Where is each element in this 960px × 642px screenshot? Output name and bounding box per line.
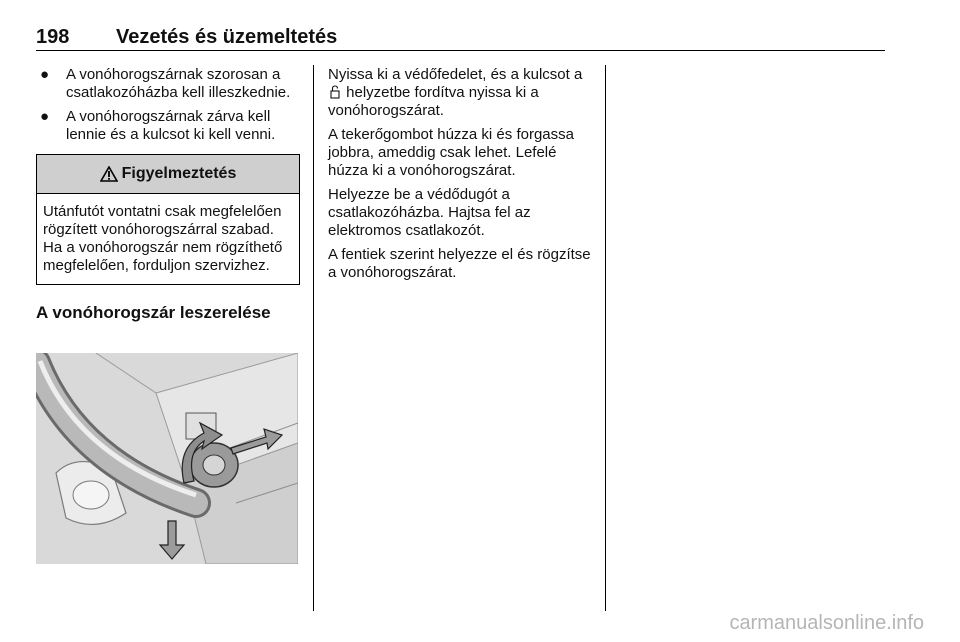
bullet-icon: ●	[40, 108, 50, 125]
list-item	[36, 108, 300, 144]
illustration-drawing	[36, 353, 298, 564]
instruction-paragraph-4: A fentiek szerint helyezze el és rögzítse a vonóhorogszárat.	[328, 246, 591, 281]
bullet-icon: ●	[40, 66, 50, 83]
paragraph-text: helyzetbe fordítva nyissa ki a vonóhorogszárat.	[328, 84, 539, 119]
instruction-paragraph-1	[328, 66, 598, 120]
left-column	[36, 66, 300, 323]
right-column	[328, 66, 598, 288]
header-divider	[36, 50, 885, 51]
watermark: carmanualsonline.info	[729, 612, 924, 634]
unlock-icon	[330, 85, 340, 99]
warning-triangle-icon	[100, 166, 118, 182]
section-heading: A vonóhorogszár leszerelése	[36, 303, 271, 322]
bullet-text: A vonóhorogszárnak szorosan a csatlakozóházba kell illeszkednie.	[66, 66, 291, 101]
list-item	[36, 66, 300, 102]
warning-text: Utánfutót vontatni csak megfelelően rögzített vonóhorogszárral szabad. Ha a vonóhorogszár nem rögzíthető megfelelően, forduljon szervizhez.	[43, 203, 283, 274]
column-divider-1	[313, 65, 314, 611]
instruction-paragraph-2: A tekerőgombot húzza ki és forgassa jobbra, ameddig csak lehet. Lefelé húzza ki a vonóhorogszárat.	[328, 126, 574, 179]
towbar-removal-illustration	[36, 353, 298, 564]
warning-header	[37, 155, 299, 194]
page-title: Vezetés és üzemeltetés	[116, 26, 338, 48]
page-number: 198	[36, 26, 70, 48]
warning-box	[36, 154, 300, 285]
page-header	[36, 26, 884, 52]
paragraph-text: Nyissa ki a védőfedelet, és a kulcsot a	[328, 66, 583, 83]
instruction-paragraph-3: Helyezze be a védődugót a csatlakozóházba. Hajtsa fel az elektromos csatlakozót.	[328, 186, 531, 239]
column-divider-2	[605, 65, 606, 611]
warning-title: Figyelmeztetés	[121, 165, 237, 182]
bullet-list	[36, 66, 300, 144]
bullet-text: A vonóhorogszárnak zárva kell lennie és a kulcsot ki kell venni.	[66, 108, 276, 143]
